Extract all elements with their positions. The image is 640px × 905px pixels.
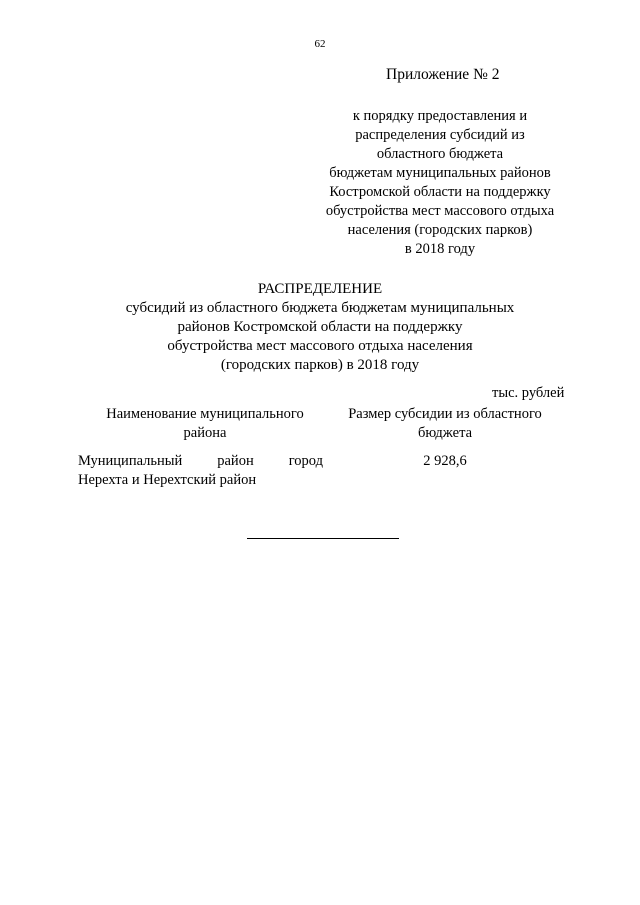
column-header-line: Наименование муниципального xyxy=(106,406,304,422)
appendix-line: к порядку предоставления и xyxy=(352,108,528,124)
district-name-line: Муниципальный район город xyxy=(78,453,323,469)
heading-line: субсидий из областного бюджета бюджетам муниципальных xyxy=(125,300,515,316)
appendix-line: областного бюджета xyxy=(376,146,504,162)
table-row-subsidy-amount: 2 928,6 xyxy=(423,453,467,469)
heading-line: районов Костромской области на поддержку xyxy=(177,319,463,335)
column-header-line: района xyxy=(183,425,227,441)
district-name-line: Нерехта и Нерехтский район xyxy=(78,472,257,488)
units-label: тыс. рублей xyxy=(492,385,565,401)
page-number: 62 xyxy=(314,38,326,50)
heading-line: (городских парков) в 2018 году xyxy=(220,357,420,373)
appendix-line: Костромской области на поддержку xyxy=(329,184,551,200)
appendix-line: населения (городских парков) xyxy=(347,222,533,238)
table-row-district-name xyxy=(78,452,323,490)
column-header-subsidy xyxy=(330,405,560,443)
document-heading xyxy=(0,280,640,375)
heading-line: обустройства мест массового отдыха населения xyxy=(167,338,473,354)
appendix-line: распределения субсидий из xyxy=(355,127,525,143)
appendix-line: обустройства мест массового отдыха xyxy=(325,203,555,219)
appendix-line: в 2018 году xyxy=(404,241,476,257)
column-header-line: Размер субсидии из областного xyxy=(348,406,542,422)
appendix-subtitle xyxy=(300,107,580,259)
end-divider xyxy=(247,538,399,539)
appendix-line: бюджетам муниципальных районов xyxy=(329,165,551,181)
appendix-title: Приложение № 2 xyxy=(386,66,500,83)
heading-title: РАСПРЕДЕЛЕНИЕ xyxy=(257,281,383,297)
column-header-line: бюджета xyxy=(417,425,473,441)
column-header-district xyxy=(78,405,332,443)
